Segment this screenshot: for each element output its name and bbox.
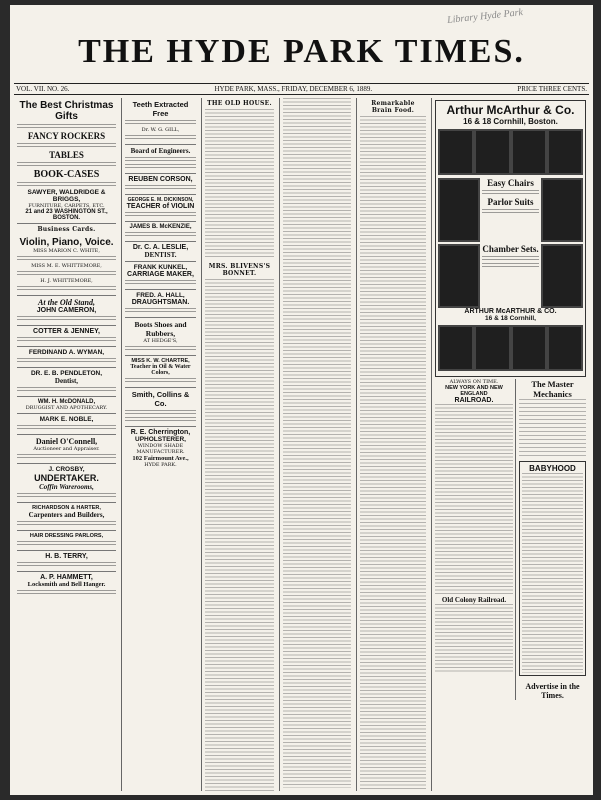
whittemore: H. J. WHITTEMORE, xyxy=(40,278,93,284)
pendleton-ad xyxy=(17,368,116,397)
chair-picture xyxy=(438,178,480,242)
easy-chairs: Easy Chairs xyxy=(487,178,534,188)
terry-ad xyxy=(17,551,116,572)
chair-picture xyxy=(541,244,583,308)
boots-shoes: Boots Shoes and Rubbers, xyxy=(134,320,187,338)
tables: TABLES xyxy=(49,150,84,160)
board-ad xyxy=(125,145,196,174)
mcdonald-ad xyxy=(17,397,116,414)
wyman-ad xyxy=(17,347,116,368)
old-house-heading: THE OLD HOUSE. xyxy=(207,100,272,107)
arthur-address: 16 & 18 Cornhill, Boston. xyxy=(463,117,558,126)
fancy-rockers: FANCY ROCKERS xyxy=(27,131,106,141)
miss-whittemore: MISS M. E. WHITTEMORE, xyxy=(31,263,102,269)
locksmith: Locksmith and Bell Hanger. xyxy=(27,581,106,588)
james-mckenzie: JAMES B. McKENZIE, xyxy=(129,224,192,230)
leslie-dentist: DENTIST. xyxy=(144,251,177,259)
chair-picture xyxy=(511,129,547,175)
dr-pendleton: DR. E. B. PENDLETON, xyxy=(30,370,103,377)
chair-picture xyxy=(438,325,474,371)
railroad-column xyxy=(435,379,516,700)
carpenters: Carpenters and Builders, xyxy=(28,511,105,519)
story-text xyxy=(283,98,351,788)
chair-picture xyxy=(438,129,474,175)
teeth-extracted: Teeth Extracted Free xyxy=(132,100,189,118)
sawyer-address: 21 and 23 WASHINGTON ST., BOSTON. xyxy=(25,209,108,221)
fred-hall: FRED. A. HALL, xyxy=(136,292,185,299)
daniel-oconnell: Daniel O'Connell, xyxy=(35,437,98,446)
mechanics-text xyxy=(519,399,586,459)
old-colony-schedule xyxy=(435,604,513,674)
smith-collins: Smith, Collins & Co. xyxy=(131,390,190,408)
mechanics-column xyxy=(516,379,586,700)
sawyer-sub: FURNITURE, CARPETS, ETC. xyxy=(28,203,105,209)
railroad: RAILROAD. xyxy=(454,397,494,404)
dateline xyxy=(14,83,589,95)
chair-picture xyxy=(547,325,583,371)
arthur-mcarthur: Arthur McArthur & Co. xyxy=(446,103,575,117)
richardson-ad xyxy=(17,503,116,531)
old-stand: At the Old Stand, xyxy=(38,298,95,307)
babyhood-ad xyxy=(519,461,586,676)
druggist: DRUGGIST AND APOTHECARY. xyxy=(25,405,108,411)
railroad-schedule xyxy=(435,404,513,594)
babyhood-text xyxy=(522,473,583,673)
column-3 xyxy=(201,98,277,791)
mckenzie-ad xyxy=(125,222,196,242)
master-mechanics: The Master Mechanics xyxy=(531,379,574,399)
brain-food-heading: Remarkable Brain Food. xyxy=(371,100,415,114)
coffin-warerooms: Coffin Warerooms, xyxy=(39,483,94,491)
fairmount-ave: 102 Fairmount Ave., xyxy=(132,455,189,462)
chartre-ad xyxy=(125,356,196,388)
ny-ne: NEW YORK AND NEW ENGLAND xyxy=(445,385,503,397)
hammett-ad xyxy=(17,572,116,599)
dickinson-ad xyxy=(125,195,196,222)
dr-leslie: Dr. C. A. LESLIE, xyxy=(132,244,189,251)
column-1 xyxy=(14,98,119,791)
always-on-time: ALWAYS ON TIME. xyxy=(449,379,499,385)
chair-picture xyxy=(474,129,510,175)
masthead-title: THE HYDE PARK TIMES. xyxy=(78,33,525,70)
business-cards-heading: Business Cards. xyxy=(37,226,96,233)
dentist-label: Dentist, xyxy=(54,377,79,385)
sawyer-name: SAWYER, WALDRIDGE & BRIGGS, xyxy=(27,189,106,203)
chair-picture xyxy=(541,178,583,242)
column-2 xyxy=(121,98,199,791)
old-house-text xyxy=(205,109,274,259)
teacher-violin: TEACHER of VIOLIN xyxy=(126,203,195,210)
r-e-cherrington: R. E. Cherrington, xyxy=(130,429,191,436)
auctioneer: Auctioneer and Appraiser. xyxy=(33,446,100,452)
christmas-heading: The Best Christmas Gifts xyxy=(19,100,114,122)
volume-number: VOL. VII. NO. 26. xyxy=(16,85,70,93)
carriage-maker: CARRIAGE MAKER, xyxy=(127,271,194,278)
teeth-ad xyxy=(125,98,196,145)
arthur-company: ARTHUR McARTHUR & CO. xyxy=(464,308,557,315)
column-4 xyxy=(279,98,354,791)
john-cameron: JOHN CAMERON, xyxy=(36,307,97,314)
violin-ad xyxy=(17,235,116,296)
h-b-terry: H. B. TERRY, xyxy=(45,553,88,560)
chair-picture xyxy=(474,325,510,371)
hall-ad xyxy=(125,290,196,318)
hair-ad xyxy=(17,531,116,551)
chamber-sets: Chamber Sets. xyxy=(482,244,539,254)
parlor-suits: Parlor Suits xyxy=(487,197,534,207)
chair-picture xyxy=(547,129,583,175)
kunkel-ad xyxy=(125,262,196,290)
babyhood: BABYHOOD xyxy=(529,464,576,473)
blivens-text xyxy=(205,279,274,791)
oconnell-ad xyxy=(17,435,116,464)
board-engineers: Board of Engineers. xyxy=(130,147,191,155)
cherrington-town: HYDE PARK. xyxy=(144,462,177,468)
richardson-harter: RICHARDSON & HARTER, xyxy=(32,505,101,511)
frank-kunkel: FRANK KUNKEL, xyxy=(133,264,188,271)
dr-gill: Dr. W. G. GILL, xyxy=(141,127,180,133)
book-cases: BOOK-CASES xyxy=(33,169,100,180)
furniture-pictures-row-2 xyxy=(438,325,583,371)
corson-ad xyxy=(125,174,196,195)
blivens-heading: MRS. BLIVENS'S BONNET. xyxy=(208,263,271,277)
miss-chartre: MISS K. W. CHARTRE, xyxy=(131,358,190,364)
christmas-ad xyxy=(17,98,116,224)
column-5 xyxy=(356,98,429,791)
chair-picture xyxy=(511,325,547,371)
upholsterer: UPHOLSTERER, xyxy=(135,436,186,443)
furniture-pictures-row-1 xyxy=(438,129,583,175)
crosby-ad xyxy=(17,464,116,503)
price: PRICE THREE CENTS. xyxy=(517,85,587,93)
handwritten-note: Library Hyde Park xyxy=(446,7,524,26)
violin-title: Violin, Piano, Voice. xyxy=(19,237,114,248)
george-dickinson: GEORGE E. M. DICKINSON, xyxy=(127,197,194,203)
lower-ads xyxy=(435,379,586,700)
old-colony: Old Colony Railroad. xyxy=(441,596,507,604)
mark-noble: MARK E. NOBLE, xyxy=(39,416,94,423)
window-shade: WINDOW SHADE MANUFACTURER. xyxy=(136,443,185,455)
noble-ad xyxy=(17,414,116,435)
undertaker: UNDERTAKER. xyxy=(34,473,99,483)
draughtsman: DRAUGHTSMAN. xyxy=(131,299,190,306)
cameron-ad xyxy=(17,296,116,326)
at-hedges: AT HEDGE'S, xyxy=(143,338,178,344)
column-6 xyxy=(431,98,589,791)
boots-ad xyxy=(125,318,196,356)
wm-mcdonald: WM. H. McDONALD, xyxy=(37,399,96,405)
reuben-corson: REUBEN CORSON, xyxy=(128,176,193,183)
place-date: HYDE PARK, MASS., FRIDAY, DECEMBER 6, 1889. xyxy=(214,85,373,93)
cherrington-ad xyxy=(125,427,196,470)
teacher-oil: Teacher in Oil & Water Colors, xyxy=(130,364,191,376)
cotter-ad xyxy=(17,326,116,347)
j-crosby: J. CROSBY, xyxy=(48,466,85,473)
hair-dressing: HAIR DRESSING PARLORS, xyxy=(29,533,104,539)
chair-picture xyxy=(438,244,480,308)
arthur-address-2: 16 & 18 Cornhill, xyxy=(485,315,536,322)
miss-white: MISS MARION C. WHITE, xyxy=(33,248,100,254)
a-p-hammett: A. P. HAMMETT, xyxy=(40,574,93,581)
mcarthur-ad xyxy=(435,100,586,377)
cotter-jenney: COTTER & JENNEY, xyxy=(33,328,100,335)
ferdinand-wyman: FERDINAND A. WYMAN, xyxy=(28,349,105,356)
brain-food-text xyxy=(360,116,426,791)
smith-collins-ad xyxy=(125,388,196,427)
leslie-ad xyxy=(125,242,196,262)
advertise-in-times: Advertise in the Times. xyxy=(525,682,580,700)
newspaper-page xyxy=(10,5,593,795)
